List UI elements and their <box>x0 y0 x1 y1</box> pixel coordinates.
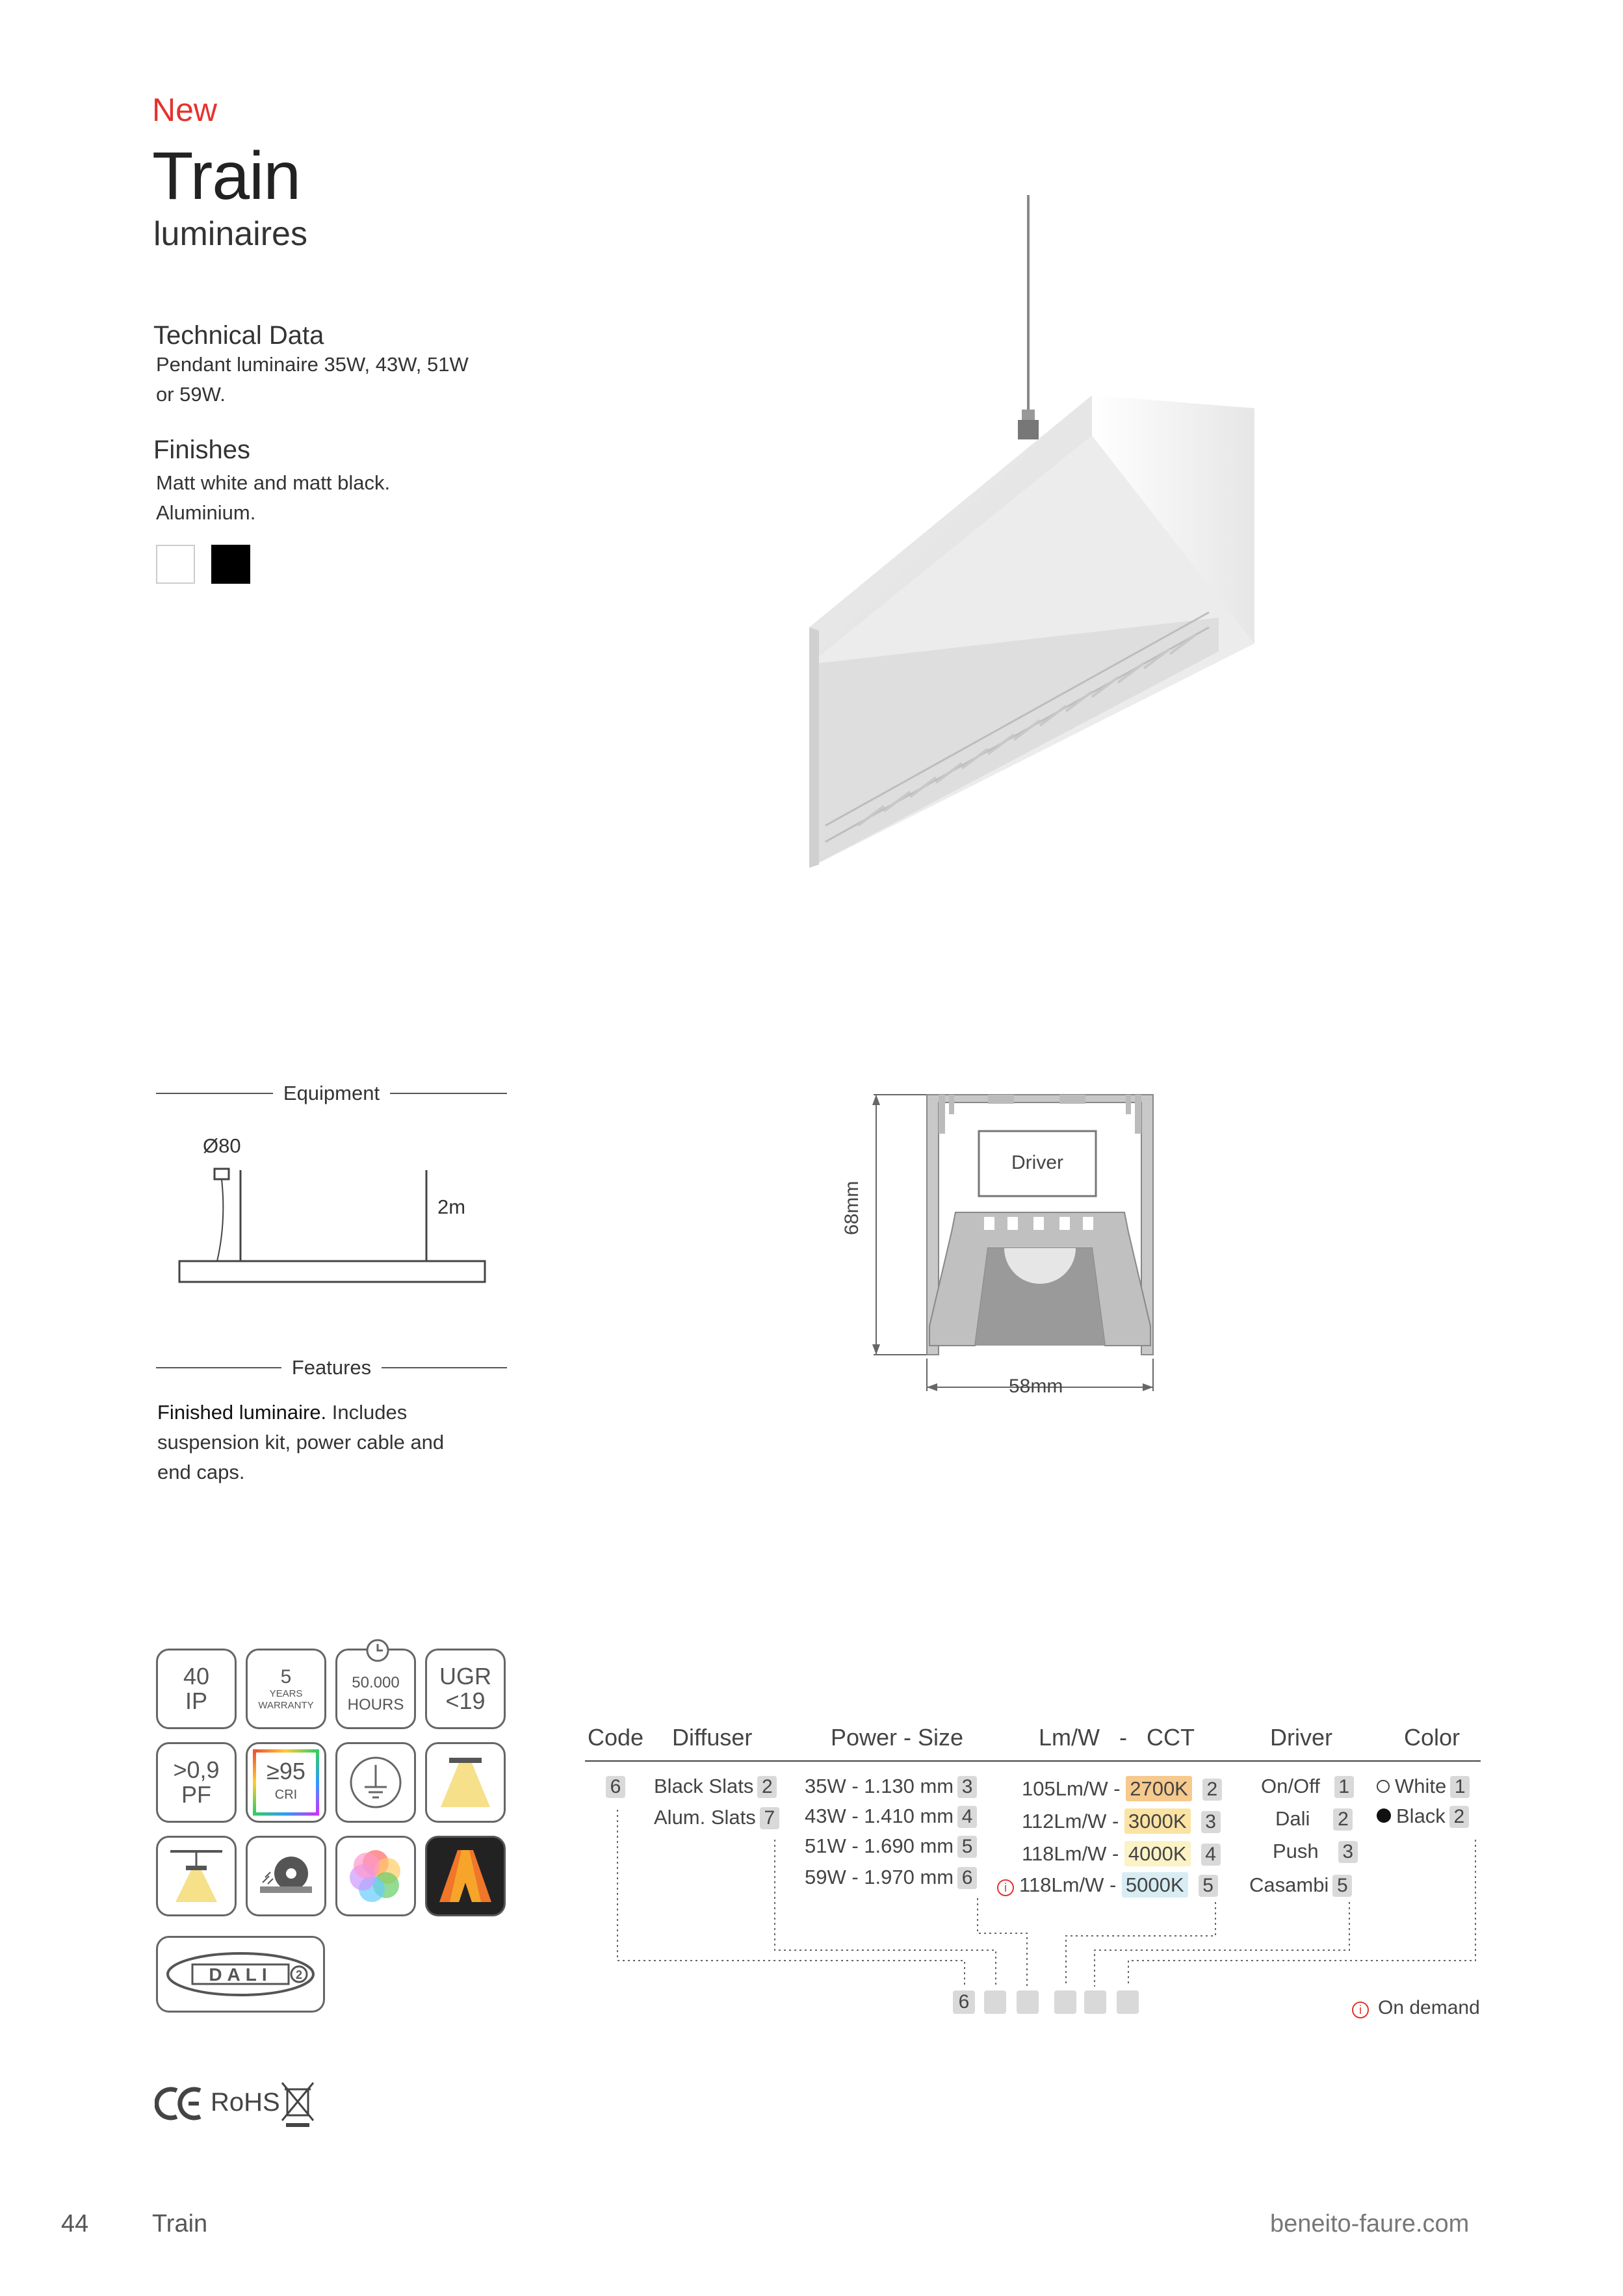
on-demand-icon: i <box>997 1879 1014 1896</box>
website-link[interactable]: beneito-faure.com <box>1270 2210 1470 2237</box>
efficacy-row: 105Lm/W - 2700K 2 <box>1022 1777 1222 1801</box>
finishes-text: Matt white and matt black. Aluminium. <box>156 471 391 524</box>
page-title: Train <box>152 138 301 214</box>
ce-mark-icon <box>155 2084 207 2123</box>
table-rule <box>585 1760 1481 1762</box>
efficacy-row: 118Lm/W - 4000K 4 <box>1022 1842 1221 1866</box>
col-driver: Driver <box>1270 1724 1332 1751</box>
col-color: Color <box>1404 1724 1461 1751</box>
code-value: 6 <box>606 1775 625 1798</box>
ground-class-icon <box>335 1742 416 1823</box>
col-diffuser: Diffuser <box>672 1724 753 1751</box>
technical-heading: Technical Data <box>153 321 324 350</box>
features-text: Finished luminaire. Includes suspension kit, power cable and end caps. <box>157 1401 445 1483</box>
dali-logo-icon <box>162 1945 318 2003</box>
col-lmw: Lm/W - CCT <box>1039 1724 1195 1751</box>
earth-ground-icon <box>346 1753 405 1812</box>
orange-beam-icon <box>433 1844 498 1909</box>
lifetime-hours-icon: 50.000 HOURS <box>335 1649 416 1729</box>
driver-row: Push 3 <box>1273 1840 1358 1863</box>
col-code: Code <box>588 1724 644 1751</box>
equipment-divider: Equipment <box>156 1082 507 1105</box>
code-cell <box>1017 1990 1039 2014</box>
color-tunable-icon <box>335 1836 416 1916</box>
diffuser-row: Alum. Slats 7 <box>654 1806 779 1829</box>
technical-text: Pendant luminaire 35W, 43W, 51W or 59W. <box>156 353 469 406</box>
dali-icon <box>156 1936 325 2013</box>
new-badge: New <box>152 92 218 128</box>
width-dimension: 58mm <box>1009 1376 1063 1397</box>
efficacy-row: i 118Lm/W - 5000K 5 <box>997 1873 1218 1897</box>
driver-row: On/Off 1 <box>1261 1775 1354 1798</box>
svg-text:DALI: DALI <box>209 1964 272 1985</box>
rgb-flower-icon <box>343 1844 408 1909</box>
height-dimension: 68mm <box>841 1181 863 1235</box>
code-cell <box>1054 1990 1076 2014</box>
color-row: White 1 <box>1377 1775 1470 1798</box>
driver-label: Driver <box>1011 1152 1063 1173</box>
efficacy-row: 112Lm/W - 3000K 3 <box>1022 1810 1221 1833</box>
section-drawing <box>845 1079 1157 1417</box>
features-divider: Features <box>156 1356 507 1379</box>
code-cell <box>1084 1990 1106 2014</box>
rohs-mark: RoHS <box>211 2088 280 2117</box>
diameter-label: Ø80 <box>203 1134 241 1157</box>
downlight-icon <box>425 1742 506 1823</box>
power-row: 51W - 1.690 mm 5 <box>805 1834 977 1858</box>
saw-cut-icon <box>246 1836 326 1916</box>
power-row: 59W - 1.970 mm 6 <box>805 1866 977 1889</box>
driver-row: Casambi 5 <box>1249 1873 1352 1897</box>
cri-icon: ≥95 CRI <box>246 1742 326 1823</box>
warranty-icon: 5 YEARS WARRANTY <box>246 1649 326 1729</box>
swatch-black <box>211 545 250 584</box>
code-cell <box>984 1990 1006 2014</box>
cable-length-label: 2m <box>437 1195 466 1218</box>
power-row: 43W - 1.410 mm 4 <box>805 1805 977 1828</box>
finishes-heading: Finishes <box>153 436 250 464</box>
color-row: Black 2 <box>1377 1805 1469 1828</box>
code-connector-lines <box>585 1794 1495 2002</box>
pendant-beam-icon <box>164 1844 229 1909</box>
power-row: 35W - 1.130 mm 3 <box>805 1775 977 1798</box>
page-subtitle: luminaires <box>153 215 307 253</box>
power-factor-icon: >0,9 PF <box>156 1742 237 1823</box>
code-cell: 6 <box>953 1990 975 2014</box>
swatch-white <box>156 545 195 584</box>
code-cell <box>1117 1990 1139 2014</box>
on-demand-note: i On demand <box>1352 1997 1480 2019</box>
pendant-light-icon <box>156 1836 237 1916</box>
col-power: Power - Size <box>831 1724 964 1751</box>
page-number: 44 <box>61 2210 89 2237</box>
info-icon: i <box>1352 2002 1369 2018</box>
driver-row: Dali 2 <box>1275 1807 1353 1831</box>
clock-icon <box>365 1637 391 1663</box>
beam-angle-icon <box>425 1836 506 1916</box>
diffuser-row: Black Slats 2 <box>654 1775 777 1798</box>
ip-rating-icon: 40 IP <box>156 1649 237 1729</box>
equipment-diagram <box>174 1164 493 1287</box>
product-image <box>780 189 1274 878</box>
weee-bin-icon <box>279 2079 316 2128</box>
svg-text:2: 2 <box>295 1968 303 1981</box>
ugr-icon: UGR <19 <box>425 1649 506 1729</box>
white-dot-icon <box>1377 1780 1390 1793</box>
footer-product-name: Train <box>152 2210 208 2237</box>
circular-saw-icon <box>253 1844 318 1909</box>
light-beam-icon <box>433 1750 498 1815</box>
